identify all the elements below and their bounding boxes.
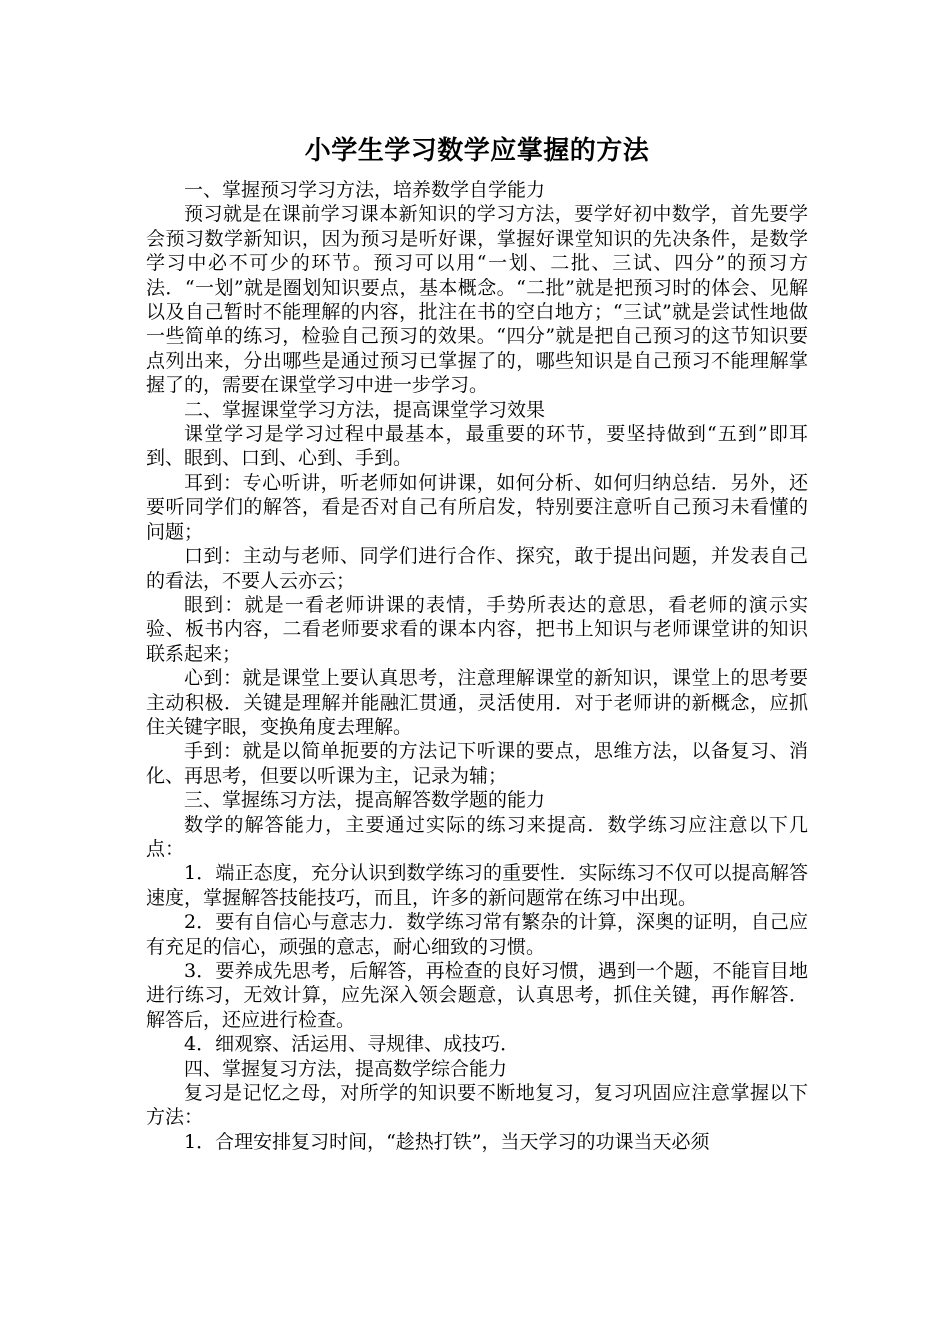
section-heading-3: 三、掌握练习方法，提高解答数学题的能力 xyxy=(184,789,546,812)
section-heading-1: 一、掌握预习学习方法，培养数学自学能力 xyxy=(184,179,546,201)
list-item: 1．合理安排复习时间，“趁热打铁”，当天学习的功课当天必须 xyxy=(184,1130,710,1153)
document-title: 小学生学习数学应掌握的方法 xyxy=(304,136,650,166)
document-page xyxy=(146,130,808,1154)
list-item: 2．要有自信心与意志力．数学练习常有繁杂的计算，深奥的证明，自己应有充足的信心，顽强的意志，耐心细致的习惯。 xyxy=(146,911,808,958)
list-item: 3．要养成先思考，后解答，再检查的良好习惯，遇到一个题，不能盲目地进行练习，无效计算，应先深入领会题意，认真思考，抓住关键，再作解答．解答后，还应进行检查。 xyxy=(146,960,808,1031)
body-paragraph: 心到：就是课堂上要认真思考，注意理解课堂的新知识，课堂上的思考要主动积极．关键是理解并能融汇贯通，灵活使用．对于老师讲的新概念，应抓住关键字眼，变换角度去理解。 xyxy=(146,667,808,738)
list-item: 4．细观察、活运用、寻规律、成技巧． xyxy=(184,1033,520,1056)
body-paragraph: 预习就是在课前学习课本新知识的学习方法，要学好初中数学，首先要学会预习数学新知识，因为预习是听好课，掌握好课堂知识的先决条件，是数学学习中必不可少的环节。预习可以用“一划、二批、三试、四分”的预习方法．“一划”就是圈划知识要点，基本概念。“二批”就是把预习时的体会、见解以及自己暂时不能理解的内容，批注在书的空白地方；“三试”就是尝试性地做一些简单的练习，检验自己预习的效果。“四分”就是把自己预习的这节知识要点列出来，分出哪些是通过预习已掌握了的，哪些知识是自己预习不能理解掌握了的，需要在课堂学习中进一步学习。 xyxy=(146,203,808,397)
body-paragraph: 手到：就是以简单扼要的方法记下听课的要点，思维方法，以备复习、消化、再思考，但要以听课为主，记录为辅； xyxy=(146,740,808,787)
list-item: 1．端正态度，充分认识到数学练习的重要性．实际练习不仅可以提高解答速度，掌握解答技能技巧，而且，许多的新问题常在练习中出现。 xyxy=(146,862,808,909)
body-paragraph: 数学的解答能力，主要通过实际的练习来提高．数学练习应注意以下几点： xyxy=(146,813,808,860)
body-paragraph: 复习是记忆之母，对所学的知识要不断地复习，复习巩固应注意掌握以下方法： xyxy=(146,1082,808,1129)
body-paragraph: 课堂学习是学习过程中最基本，最重要的环节，要坚持做到“五到”即耳到、眼到、口到、心到、手到。 xyxy=(146,423,808,470)
body-paragraph: 口到：主动与老师、同学们进行合作、探究，敢于提出问题，并发表自己的看法，不要人云亦云； xyxy=(146,545,808,592)
body-paragraph: 耳到：专心听讲，听老师如何讲课，如何分析、如何归纳总结．另外，还要听同学们的解答，看是否对自己有所启发，特别要注意听自己预习未看懂的问题； xyxy=(146,471,808,543)
section-heading-2: 二、掌握课堂学习方法，提高课堂学习效果 xyxy=(184,398,546,421)
body-paragraph: 眼到：就是一看老师讲课的表情，手势所表达的意思，看老师的演示实验、板书内容，二看老师要求看的课本内容，把书上知识与老师课堂讲的知识联系起来； xyxy=(146,593,808,665)
section-heading-4: 四、掌握复习方法，提高数学综合能力 xyxy=(184,1057,508,1080)
